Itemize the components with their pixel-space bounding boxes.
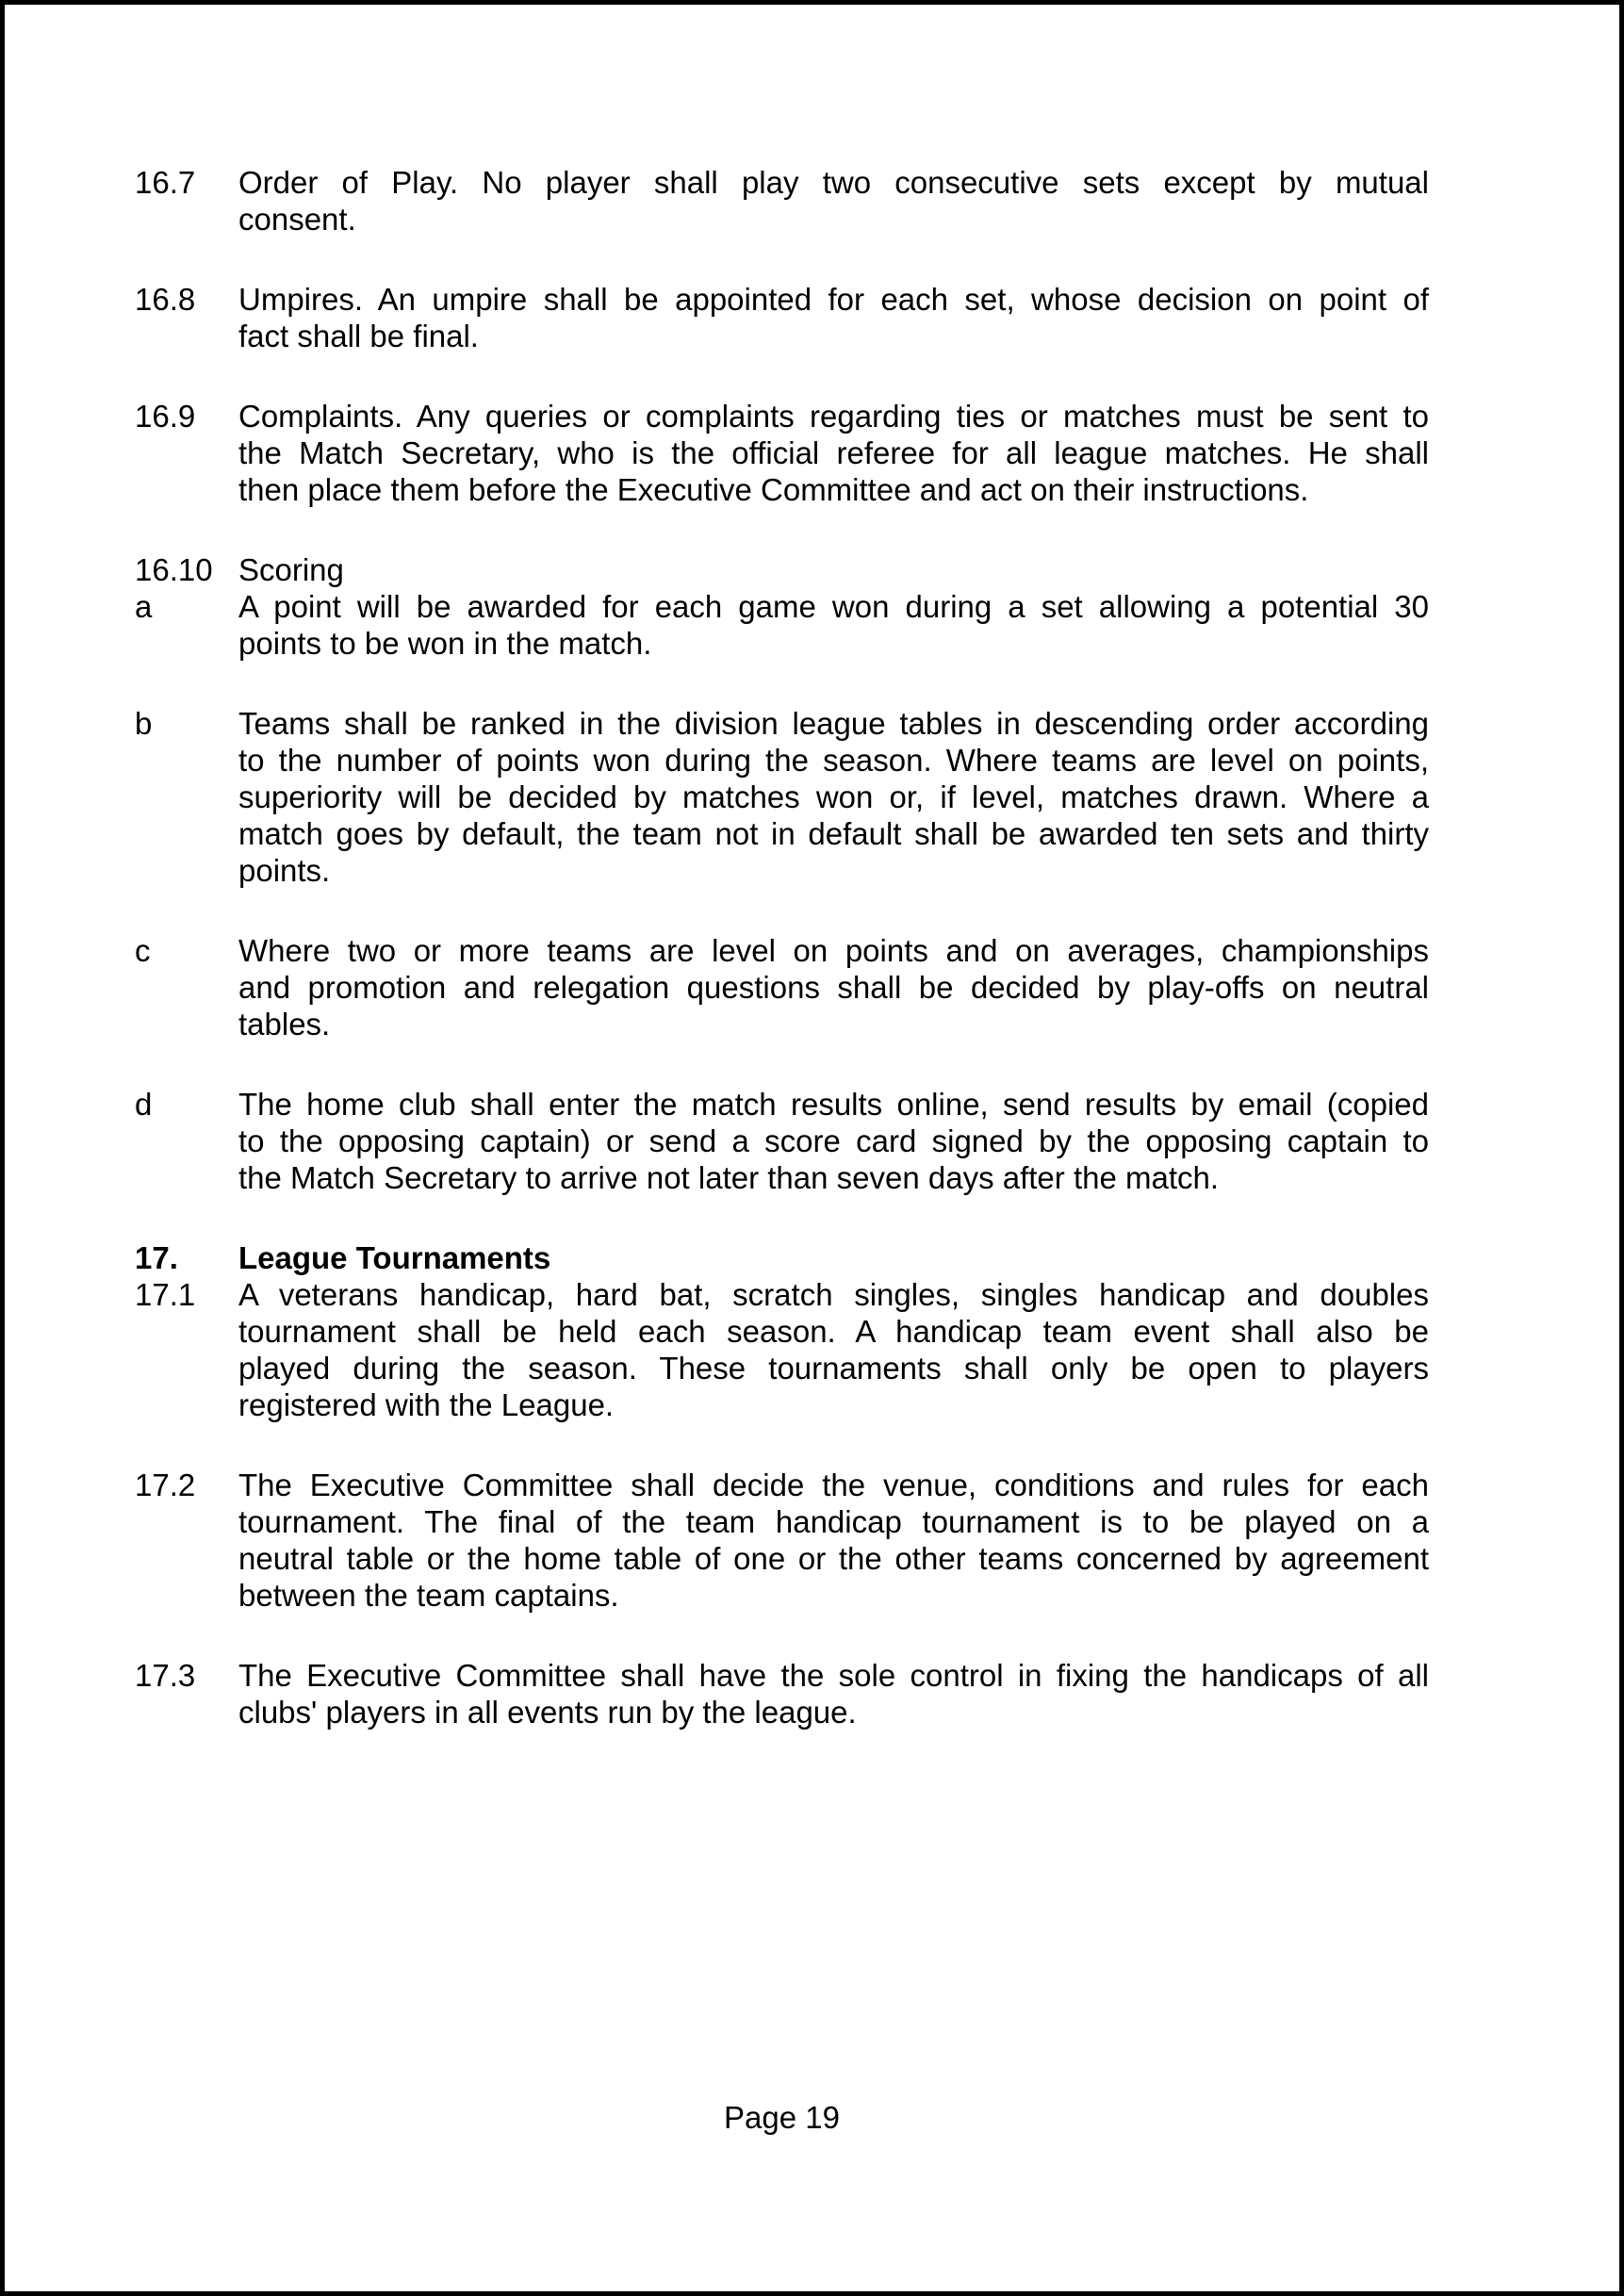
rule-item bbox=[135, 588, 1429, 662]
text-line: neutral table or the home table of one or the other teams concerned by agreement bbox=[238, 1541, 1429, 1576]
text-line: consent. bbox=[238, 202, 356, 237]
item-number: d bbox=[135, 1087, 153, 1122]
item-number: 17.2 bbox=[135, 1468, 196, 1502]
text-line: A veterans handicap, hard bat, scratch singles, singles handicap and doubles bbox=[238, 1277, 1429, 1312]
item-number: 17. bbox=[135, 1240, 178, 1275]
item-number: 16.7 bbox=[135, 165, 196, 200]
rule-item bbox=[135, 1239, 1429, 1276]
text-line: then place them before the Executive Committee and act on their instructions. bbox=[238, 472, 1309, 507]
rule-item bbox=[135, 281, 1429, 354]
text-line: The Executive Committee shall decide the venue, conditions and rules for each bbox=[238, 1468, 1429, 1502]
text-line: clubs' players in all events run by the league. bbox=[238, 1695, 857, 1730]
item-number: b bbox=[135, 706, 153, 741]
page-footer bbox=[135, 2099, 1429, 2136]
item-number: 17.3 bbox=[135, 1658, 196, 1693]
rule-item bbox=[135, 164, 1429, 238]
text-line: registered with the League. bbox=[238, 1387, 615, 1422]
rule-item bbox=[135, 1657, 1429, 1730]
item-number: 16.8 bbox=[135, 282, 196, 317]
rule-item bbox=[135, 551, 1429, 588]
item-text bbox=[238, 1657, 1429, 1730]
item-text bbox=[238, 1467, 1429, 1614]
text-line: Scoring bbox=[238, 552, 344, 587]
text-line: tournament shall be held each season. A handicap team event shall also be bbox=[238, 1314, 1429, 1349]
item-number: 17.1 bbox=[135, 1277, 196, 1312]
text-line: the Match Secretary to arrive not later than seven days after the match. bbox=[238, 1160, 1220, 1195]
item-text bbox=[238, 1086, 1429, 1196]
text-line: superiority will be decided by matches won or, if level, matches drawn. Where a bbox=[238, 779, 1429, 814]
text-line: The home club shall enter the match results online, send results by email (copied bbox=[238, 1087, 1429, 1122]
item-text bbox=[238, 551, 1429, 588]
document-body bbox=[135, 164, 1429, 1730]
item-number: c bbox=[135, 933, 151, 968]
text-line: tables. bbox=[238, 1007, 331, 1041]
text-line: points. bbox=[238, 853, 331, 888]
item-text bbox=[238, 932, 1429, 1042]
text-line: between the team captains. bbox=[238, 1578, 619, 1613]
text-line: The Executive Committee shall have the sole control in fixing the handicaps of all bbox=[238, 1658, 1429, 1693]
text-line: Complaints. Any queries or complaints regarding ties or matches must be sent to bbox=[238, 399, 1429, 434]
item-text bbox=[238, 398, 1429, 508]
item-text bbox=[238, 1276, 1429, 1423]
item-text bbox=[238, 705, 1429, 889]
text-line: Where two or more teams are level on points and on averages, championships bbox=[238, 933, 1429, 968]
page-number: Page 19 bbox=[724, 2100, 840, 2135]
text-line: match goes by default, the team not in default shall be awarded ten sets and thirty bbox=[238, 816, 1429, 851]
rule-item bbox=[135, 398, 1429, 508]
rule-item bbox=[135, 1467, 1429, 1614]
item-text bbox=[238, 588, 1429, 662]
text-line: Umpires. An umpire shall be appointed for each set, whose decision on point of bbox=[238, 282, 1429, 317]
item-text bbox=[238, 1239, 1429, 1276]
rule-item bbox=[135, 705, 1429, 889]
item-number: 16.9 bbox=[135, 399, 196, 434]
text-line: Order of Play. No player shall play two consecutive sets except by mutual bbox=[238, 165, 1429, 200]
rule-item bbox=[135, 1086, 1429, 1196]
rule-item bbox=[135, 1276, 1429, 1423]
text-line: to the opposing captain) or send a score card signed by the opposing captain to bbox=[238, 1123, 1429, 1158]
item-number: a bbox=[135, 589, 153, 624]
rule-item bbox=[135, 932, 1429, 1042]
text-line: A point will be awarded for each game won during a set allowing a potential 30 bbox=[238, 589, 1429, 624]
text-line: the Match Secretary, who is the official referee for all league matches. He shall bbox=[238, 435, 1429, 470]
text-line: and promotion and relegation questions shall be decided by play-offs on neutral bbox=[238, 970, 1429, 1005]
text-line: played during the season. These tournaments shall only be open to players bbox=[238, 1351, 1429, 1386]
item-text bbox=[238, 281, 1429, 354]
item-text bbox=[238, 164, 1429, 238]
text-line: Teams shall be ranked in the division league tables in descending order according bbox=[238, 706, 1429, 741]
text-line: tournament. The final of the team handicap tournament is to be played on a bbox=[238, 1504, 1429, 1539]
text-line: fact shall be final. bbox=[238, 319, 479, 353]
item-number: 16.10 bbox=[135, 552, 213, 587]
text-line: points to be won in the match. bbox=[238, 626, 652, 661]
text-line: to the number of points won during the season. Where teams are level on points, bbox=[238, 743, 1429, 778]
text-line: League Tournaments bbox=[238, 1240, 551, 1275]
